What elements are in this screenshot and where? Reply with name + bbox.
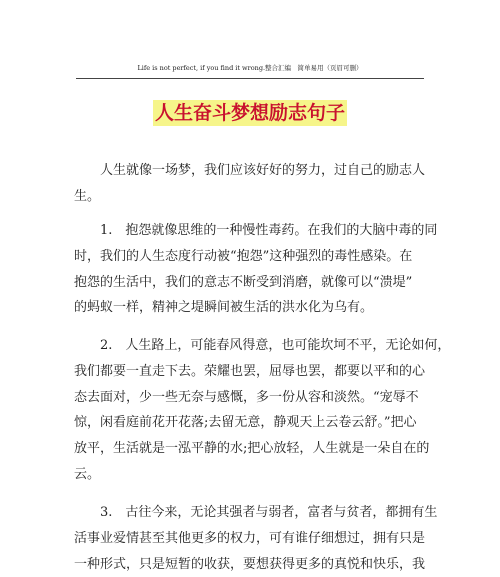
paragraph-item-3 [74, 500, 438, 577]
page-header [0, 64, 500, 72]
paragraph-line: 一种形式，只是短暂的收获，要想获得更多的真悦和快乐，我 [74, 556, 426, 572]
document-title: 人生奋斗梦想励志句子 [154, 102, 345, 124]
paragraph-line: 3. 古往今来，无论其强者与弱者，富者与贫者，都拥有生 [74, 505, 438, 520]
paragraph-line: 人生就像一场梦，我们应该好好的努力，过自己的励志人 [74, 163, 426, 178]
header-text: Life is not perfect, if you find it wrong.整合汇编 简单易用（页眉可删） [137, 64, 363, 72]
paragraph-item-1 [74, 218, 438, 321]
paragraph-line: 惊，闲看庭前花开花落;去留无意，静观天上云卷云舒。”把心 [74, 415, 417, 431]
paragraph-line: 时，我们的人生态度行动被“抱怨”这种强烈的毒性感染。在 [74, 248, 413, 264]
paragraph-line: 云。 [74, 466, 101, 482]
title-container [0, 100, 500, 126]
paragraph-line: 1. 抱怨就像思维的一种慢性毒药。在我们的大脑中毒的同 [74, 223, 438, 238]
paragraph-line: 抱怨的生活中，我们的意志不断受到消磨，就像可以“溃堤” [74, 274, 413, 290]
paragraph-line: 的蚂蚁一样，精神之堤瞬间被生活的洪水化为乌有。 [74, 300, 374, 316]
header-divider [76, 78, 424, 79]
paragraph-line: 我们都要一直走下去。荣耀也罢，屈辱也罢，都要以平和的心 [74, 363, 426, 379]
paragraph-line: 放平，生活就是一泓平静的水;把心放轻，人生就是一朵自在的 [74, 441, 430, 457]
paragraph-line: 2. 人生路上，可能春风得意，也可能坎坷不平，无论如何， [74, 338, 451, 353]
paragraph-intro [74, 158, 430, 210]
paragraph-line: 态去面对，少一些无奈与感慨，多一份从容和淡然。“宠辱不 [74, 389, 419, 405]
paragraph-line: 活事业爱情甚至其他更多的权力，可有谁仔细想过，拥有只是 [74, 530, 426, 546]
paragraph-line: 生。 [74, 188, 101, 204]
paragraph-item-2 [74, 333, 451, 488]
